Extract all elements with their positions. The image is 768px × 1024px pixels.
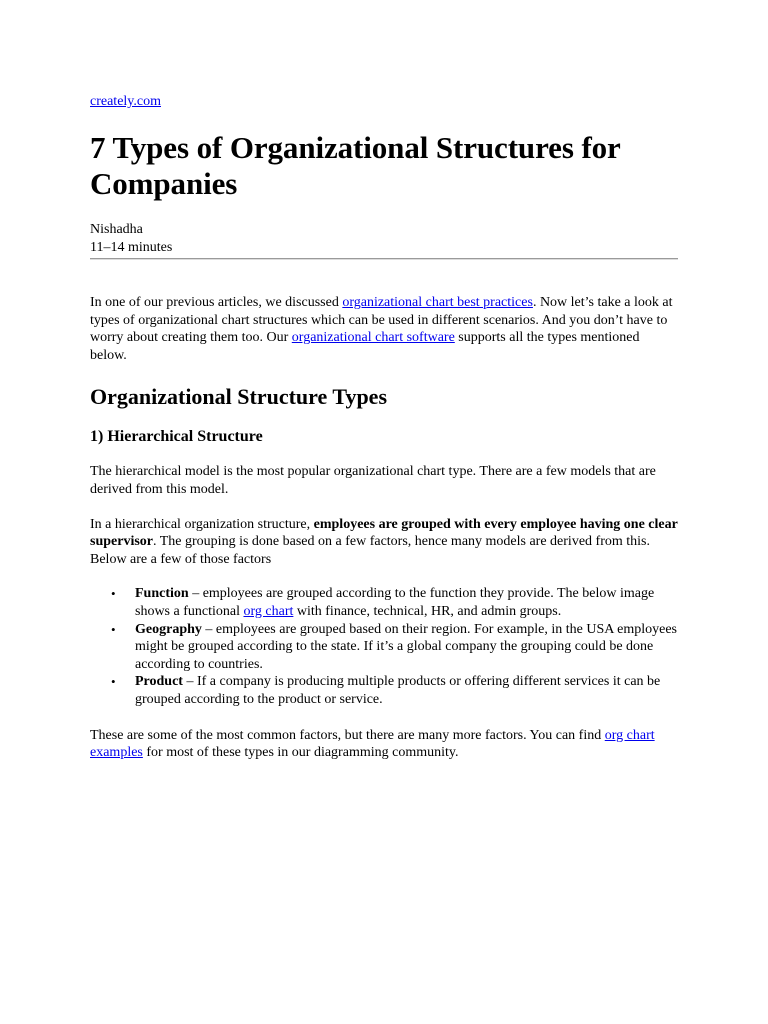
factor-term: Geography (135, 621, 202, 637)
bullet-icon: • (111, 674, 116, 690)
hierarchical-paragraph-2 (90, 516, 678, 569)
hier-text-2: . The grouping is done based on a few factors, hence many models are derived from this. Below are a few of those factors (90, 534, 650, 567)
factor-text: – employees are grouped based on their region. For example, in the USA employees might be grouped according to the state. If it’s a global company the grouping could be done according to countries. (135, 621, 677, 672)
author-name: Nishadha (90, 222, 143, 237)
factors-list (90, 585, 678, 708)
factor-term: Function (135, 586, 189, 602)
header-divider (90, 258, 678, 260)
factor-term: Product (135, 674, 183, 690)
hier-text-1: In a hierarchical organization structure, (90, 516, 314, 532)
section-heading: Organizational Structure Types (90, 384, 387, 410)
list-item-function (111, 585, 678, 620)
intro-text-3: supports all the types mentioned below. (90, 330, 640, 363)
list-item-geography (111, 621, 678, 674)
factor-text-2: with finance, technical, HR, and admin groups. (293, 603, 562, 619)
closing-text-1: These are some of the most common factors, but there are many more factors. You can find (90, 727, 605, 743)
closing-paragraph (90, 727, 678, 762)
factor-text: – If a company is producing multiple products or offering different services it can be grouped according to the product or service. (135, 674, 661, 707)
bullet-icon: • (111, 621, 116, 637)
org-chart-software-link[interactable]: organizational chart software (291, 330, 455, 346)
factor-text: – employees are grouped according to the function they provide. The below image shows a functional (135, 586, 655, 619)
org-chart-link[interactable]: org chart (243, 603, 294, 619)
byline (90, 221, 678, 257)
org-chart-best-practices-link[interactable]: organizational chart best practices (342, 295, 533, 310)
list-item-product (111, 673, 678, 708)
bullet-icon: • (111, 586, 116, 602)
read-time: 11–14 minutes (90, 240, 173, 255)
article-page (90, 93, 678, 762)
intro-paragraph (90, 294, 678, 364)
subsection-heading: 1) Hierarchical Structure (90, 428, 263, 446)
hier-bold-text: employees are grouped with every employee having one clear supervisor (90, 516, 678, 550)
org-chart-examples-link[interactable]: org chart examples (90, 727, 655, 761)
intro-text-2: . Now let’s take a look at types of organizational chart structures which can be used in different scenarios. And you don’t have to worry about creating them too. Our (90, 295, 673, 346)
article-title: 7 Types of Organizational Structures for Companies (90, 130, 621, 201)
hierarchical-paragraph-1: The hierarchical model is the most popular organizational chart type. There are a few models that are derived from this model. (90, 464, 656, 497)
intro-text-1: In one of our previous articles, we discussed (90, 295, 343, 310)
source-link[interactable]: creately.com (90, 94, 161, 109)
closing-text-2: for most of these types in our diagramming community. (142, 745, 459, 761)
